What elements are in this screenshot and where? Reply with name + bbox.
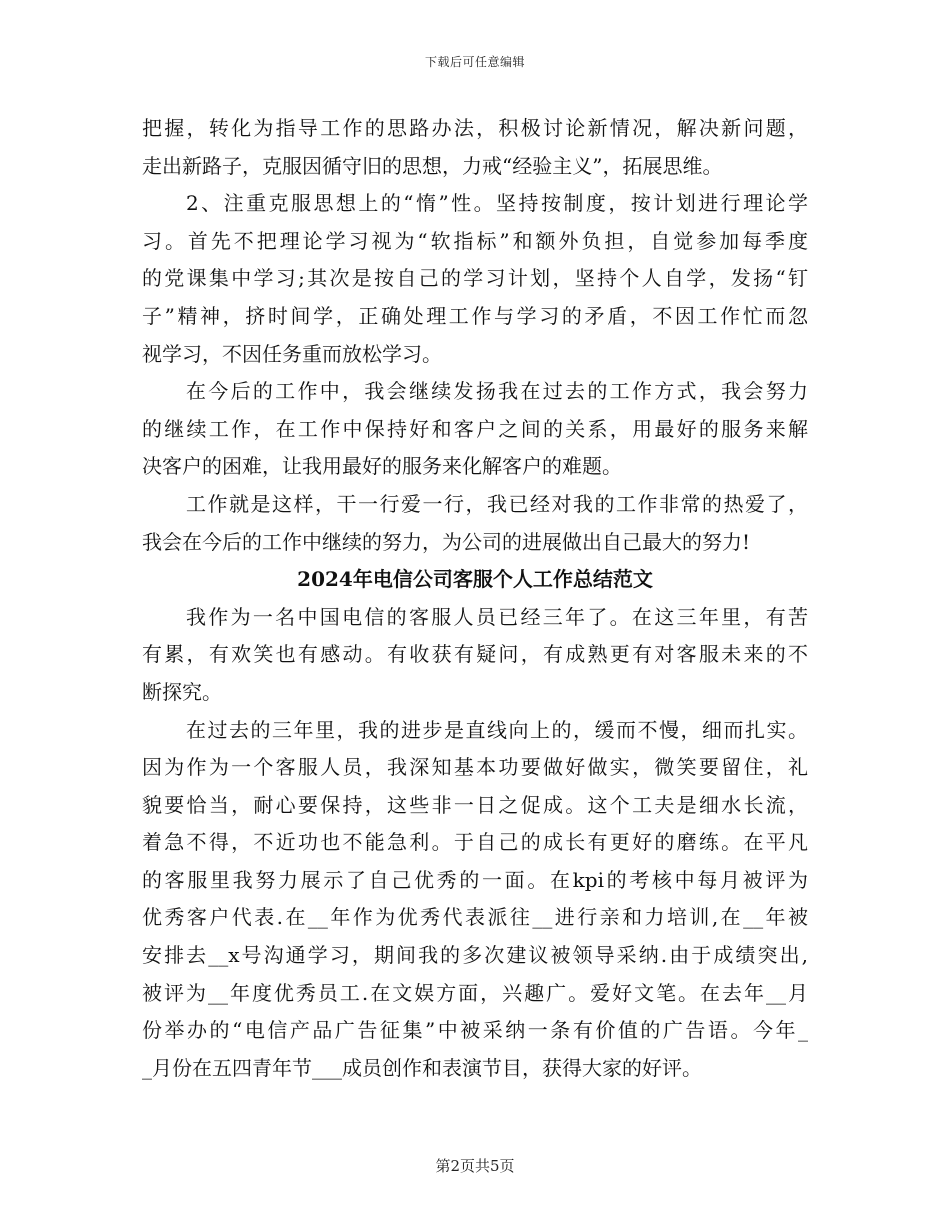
body-line: 优秀客户代表.在__年作为优秀代表派往__进行亲和力培训,在__年被 xyxy=(142,905,808,930)
body-line: 因为作为一个客服人员，我深知基本功要做好做实，微笑要留住，礼 xyxy=(142,755,808,780)
body-line: 我作为一名中国电信的客服人员已经三年了。在这三年里，有苦 xyxy=(186,604,808,629)
body-line: 在今后的工作中，我会继续发扬我在过去的工作方式，我会努力 xyxy=(186,379,808,404)
body-line: _月份在五四青年节___成员创作和表演节目，获得大家的好评。 xyxy=(142,1055,702,1080)
body-line: 走出新路子，克服因循守旧的思想，力戒“经验主义”，拓展思维。 xyxy=(142,153,723,178)
body-line: 的党课集中学习;其次是按自己的学习计划，坚持个人自学，发扬“钉 xyxy=(142,266,808,291)
document-body xyxy=(142,110,808,1087)
body-line: 被评为__年度优秀员工.在文娱方面，兴趣广。爱好文笔。在去年__月 xyxy=(142,980,808,1005)
page-number: 第2页共5页 xyxy=(435,1157,515,1175)
body-line: 的继续工作，在工作中保持好和客户之间的关系，用最好的服务来解 xyxy=(142,416,808,441)
body-line: 习。首先不把理论学习视为“软指标”和额外负担，自觉参加每季度 xyxy=(142,228,808,253)
body-line: 子”精神，挤时间学，正确处理工作与学习的矛盾，不因工作忙而忽 xyxy=(142,303,808,328)
body-line: 2、注重克服思想上的“惰”性。坚持按制度，按计划进行理论学 xyxy=(186,191,808,216)
body-line: 把握，转化为指导工作的思路办法，积极讨论新情况，解决新问题， xyxy=(142,116,808,140)
body-line: 决客户的困难，让我用最好的服务来化解客户的难题。 xyxy=(142,454,622,479)
body-line: 份举办的“电信产品广告征集”中被采纳一条有价值的广告语。今年_ xyxy=(142,1018,808,1043)
section-title: 2024年电信公司客服个人工作总结范文 xyxy=(297,567,653,592)
body-line: 着急不得，不近功也不能急利。于自己的成长有更好的磨练。在平凡 xyxy=(142,830,808,855)
body-line: 我会在今后的工作中继续的努力，为公司的进展做出自己最大的努力! xyxy=(142,529,751,554)
body-line: 在过去的三年里，我的进步是直线向上的，缓而不慢，细而扎实。 xyxy=(186,717,808,742)
body-line: 视学习，不因任务重而放松学习。 xyxy=(142,341,442,366)
body-line: 貌要恰当，耐心要保持，这些非一日之促成。这个工夫是细水长流， xyxy=(142,792,808,817)
body-line: 有累，有欢笑也有感动。有收获有疑问，有成熟更有对客服未来的不 xyxy=(142,642,808,667)
body-line: 断探究。 xyxy=(142,679,222,704)
header-note: 下载后可任意编辑 xyxy=(424,55,525,69)
body-line: 安排去__x号沟通学习，期间我的多次建议被领导采纳.由于成绩突出, xyxy=(142,943,808,968)
body-line: 工作就是这样，干一行爱一行，我已经对我的工作非常的热爱了， xyxy=(186,491,808,516)
body-line: 的客服里我努力展示了自己优秀的一面。在kpi的考核中每月被评为 xyxy=(142,867,808,892)
